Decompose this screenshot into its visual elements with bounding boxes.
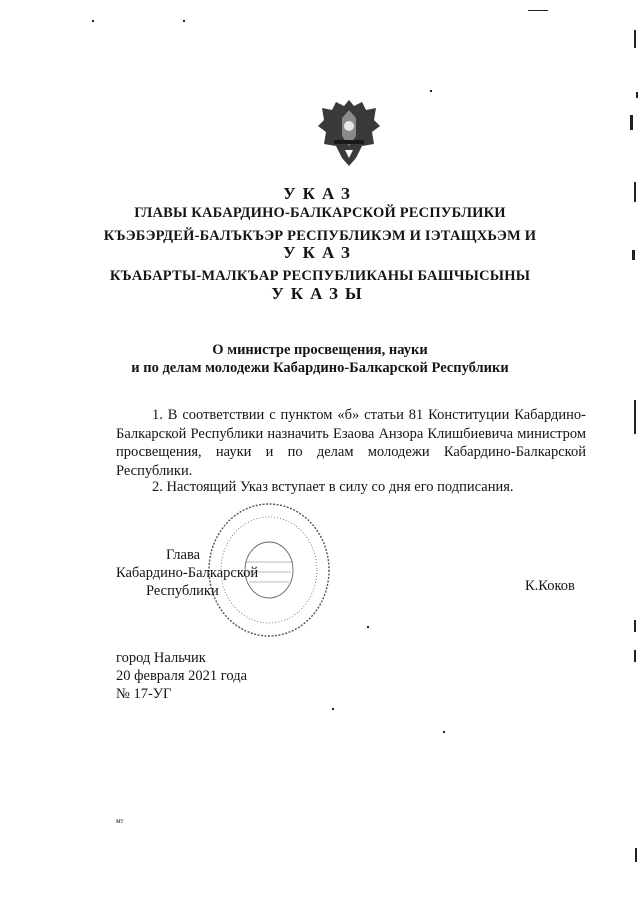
scan-edge-mark	[632, 250, 635, 260]
signature-title-line3: Республики	[146, 583, 219, 599]
scan-edge-mark	[634, 650, 636, 662]
scan-speck	[92, 20, 94, 22]
issue-place: город Нальчик	[116, 650, 206, 666]
scan-speck	[183, 20, 185, 22]
scan-edge-mark	[634, 400, 636, 434]
heading-line-krc: КЪАБАРТЫ-МАЛКЪАР РЕСПУБЛИКАНЫ БАШЧЫСЫНЫ	[109, 268, 531, 284]
signature-title-line1: Глава	[166, 547, 201, 563]
signatory-name: К.Коков	[525, 578, 575, 594]
heading-ukaz-krc: УКАЗЫ	[271, 284, 369, 303]
heading-line-kab: КЪЭБЭРДЕЙ-БАЛЪКЪЭР РЕСПУБЛИКЭМ И ІЭТАЩХЬЭМ И	[103, 228, 537, 244]
heading-ukaz-kab: УКАЗ	[283, 243, 357, 262]
heading-ukaz-ru: УКАЗ	[283, 184, 357, 203]
scan-speck	[430, 90, 432, 92]
decree-title-line1: О министре просвещения, науки	[212, 342, 428, 358]
scan-speck	[367, 626, 369, 628]
decree-number: № 17-УГ	[116, 686, 172, 702]
executor-mark: мт	[116, 817, 124, 825]
scan-speck	[443, 731, 445, 733]
issue-date: 20 февраля 2021 года	[116, 668, 248, 684]
scan-edge-mark	[634, 30, 636, 48]
scan-edge-mark	[630, 115, 633, 130]
scan-edge-mark	[634, 620, 636, 632]
heading-line-ru: ГЛАВЫ КАБАРДИНО-БАЛКАРСКОЙ РЕСПУБЛИКИ	[134, 205, 506, 221]
decree-paragraph-2: 2. Настоящий Указ вступает в силу со дня его подписания.	[152, 479, 514, 495]
signature-title-line2: Кабардино-Балкарской	[116, 565, 259, 581]
decree-paragraph-1: 1. В соответствии с пунктом «б» статьи 81 Конституции Кабардино-Балкарской Республики назначить Езаова Анзора Клишбиевича министром просвещения, науки и по делам молодежи Кабардино-Балкарской Республики.	[116, 407, 586, 479]
scan-speck	[332, 708, 334, 710]
decree-title-line2: и по делам молодежи Кабардино-Балкарской Республики	[131, 360, 509, 376]
scan-edge-mark	[636, 92, 638, 98]
scan-edge-mark	[634, 182, 636, 202]
scan-edge-mark	[635, 848, 637, 862]
scan-line	[528, 10, 548, 11]
coat-of-arms-emblem	[318, 96, 380, 168]
